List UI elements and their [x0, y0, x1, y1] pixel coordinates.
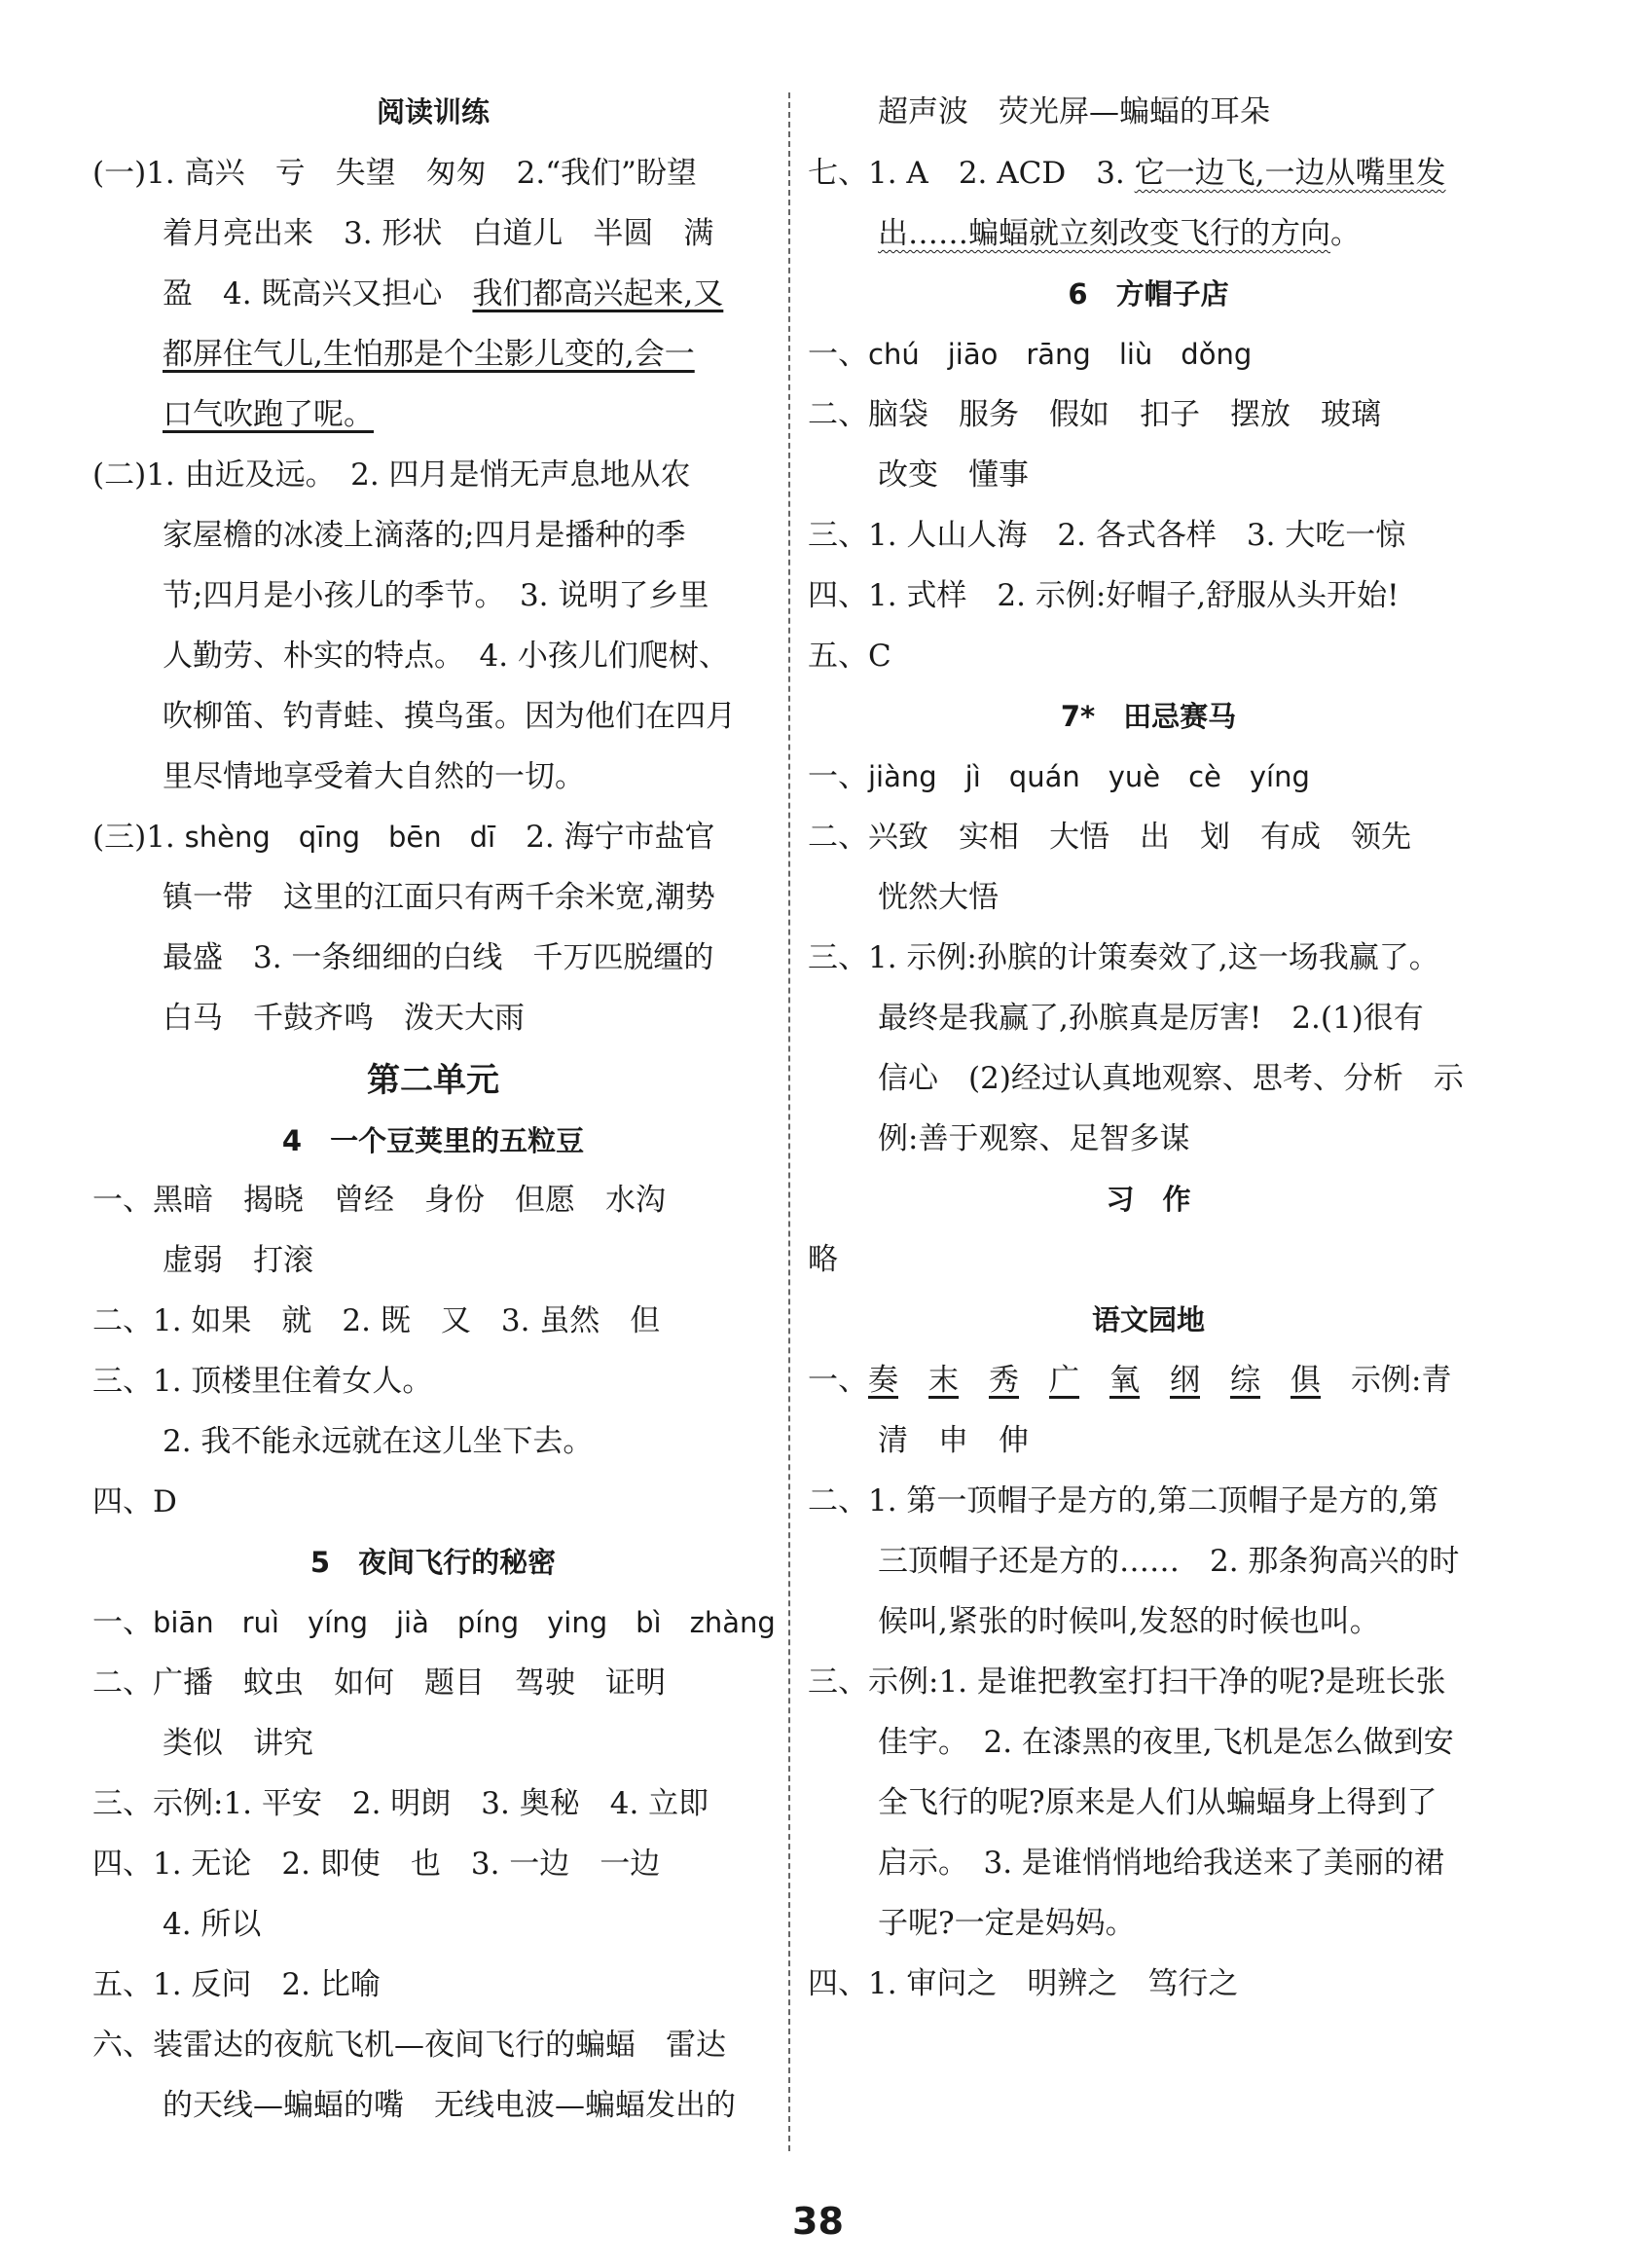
answer-line: 虚弱 打滚	[163, 1243, 313, 1278]
answer-line: 类似 讲究	[163, 1726, 313, 1761]
answer-line: 人勤劳、朴实的特点。 4. 小孩儿们爬树、	[163, 639, 729, 674]
answer-line: 五、C	[808, 639, 891, 674]
answer-line: 一、黑暗 揭晓 曾经 身份 但愿 水沟	[92, 1183, 666, 1218]
section-title-reading: 阅读训练	[376, 95, 490, 128]
answer-line: 例:善于观察、足智多谋	[878, 1121, 1190, 1156]
unit-title: 第二单元	[367, 1061, 499, 1100]
answer-line: (二)1. 由近及远。 2. 四月是悄无声息地从农	[92, 457, 691, 493]
underlined-text: 我们都高兴起来,又	[472, 276, 724, 311]
answer-text: 一、	[808, 759, 868, 794]
answer-line: 四、1. 式样 2. 示例:好帽子,舒服从头开始!	[808, 578, 1400, 613]
answer-line: 三顶帽子还是方的…… 2. 那条狗高兴的时	[878, 1544, 1460, 1579]
answer-line: 四、D	[92, 1484, 177, 1519]
answer-line: 三、1. 顶楼里住着女人。	[92, 1364, 433, 1399]
answer-line	[92, 818, 715, 857]
underlined-char: 奏	[868, 1363, 898, 1398]
answer-line: 家屋檐的冰凌上滴落的;四月是播种的季	[163, 518, 686, 553]
answer-line: 超声波 荧光屏—蝙蝠的耳朵	[878, 94, 1270, 129]
answer-line	[808, 1361, 1451, 1400]
answer-text: 。	[1330, 216, 1361, 251]
answer-line: 四、1. 无论 2. 即使 也 3. 一边 一边	[92, 1847, 661, 1882]
answer-line: (一)1. 高兴 亏 失望 匆匆 2.“我们”盼望	[92, 156, 697, 191]
underlined-char: 秀	[989, 1363, 1019, 1398]
answer-line: 最终是我赢了,孙膑真是厉害! 2.(1)很有	[878, 1001, 1424, 1036]
answer-line: 佳宇。 2. 在漆黑的夜里,飞机是怎么做到安	[878, 1725, 1454, 1760]
answer-text: 示例:青	[1351, 1363, 1452, 1398]
underlined-text: 都屏住气儿,生怕那是个尘影儿变的,会一	[163, 337, 695, 372]
answer-text: 盈 4. 既高兴又担心	[163, 276, 473, 311]
underlined-char: 俱	[1291, 1363, 1321, 1398]
answer-text: 2. 海宁市盐官	[495, 820, 715, 855]
answer-text: (三)1.	[92, 820, 185, 855]
pinyin-text: biān ruì yíng jià píng ying bì zhàng	[153, 1606, 776, 1639]
answer-line: 白马 千鼓齐鸣 泼天大雨	[163, 1001, 525, 1036]
underlined-char: 广	[1049, 1363, 1079, 1398]
answer-line: 清 申 伸	[878, 1423, 1029, 1458]
lesson-title: 4 一个豆荚里的五粒豆	[281, 1124, 585, 1157]
underlined-line	[163, 335, 695, 374]
lesson-title: 7* 田忌赛马	[1060, 700, 1237, 733]
answer-line: 4. 所以	[163, 1907, 262, 1942]
answer-line	[808, 154, 1446, 193]
answer-line: 略	[808, 1242, 838, 1277]
answer-line: 三、1. 人山人海 2. 各式各样 3. 大吃一惊	[808, 518, 1406, 553]
wavy-underlined-text: 它一边飞,一边从嘴里发	[1134, 156, 1446, 191]
answer-line: 吹柳笛、钓青蛙、摸鸟蛋。因为他们在四月	[163, 699, 736, 734]
answer-line: 二、1. 第一顶帽子是方的,第二顶帽子是方的,第	[808, 1483, 1439, 1518]
section-title-writing: 习 作	[1106, 1183, 1191, 1216]
answer-line: 镇一带 这里的江面只有两千余米宽,潮势	[163, 880, 715, 915]
column-divider	[788, 92, 790, 2151]
answer-line: 四、1. 审问之 明辨之 笃行之	[808, 1966, 1239, 2001]
answer-line	[878, 214, 1361, 253]
underlined-char: 综	[1230, 1363, 1260, 1398]
answer-line: 恍然大悟	[878, 880, 999, 915]
answer-text: 一、	[808, 337, 868, 372]
answer-line	[808, 335, 1252, 374]
lesson-title: 6 方帽子店	[1068, 277, 1229, 311]
answer-line: 三、示例:1. 是谁把教室打扫干净的呢?是班长张	[808, 1664, 1446, 1700]
pinyin-text: jiàng jì quán yuè cè yíng	[868, 760, 1310, 793]
answer-line: 候叫,紧张的时候叫,发怒的时候也叫。	[878, 1604, 1380, 1639]
answer-line: 里尽情地享受着大自然的一切。	[163, 759, 585, 794]
answer-line: 信心 (2)经过认真地观察、思考、分析 示	[878, 1061, 1464, 1096]
answer-line: 启示。 3. 是谁悄悄地给我送来了美丽的裙	[878, 1846, 1444, 1881]
answer-line	[92, 1603, 776, 1642]
section-title-chinese-garden: 语文园地	[1091, 1303, 1205, 1336]
underlined-char: 氧	[1109, 1363, 1140, 1398]
answer-line: 2. 我不能永远就在这儿坐下去。	[163, 1424, 594, 1459]
answer-line: 改变 懂事	[878, 457, 1029, 493]
answer-line: 着月亮出来 3. 形状 白道儿 半圆 满	[163, 216, 714, 251]
answer-text: 一、	[92, 1605, 153, 1640]
answer-line	[163, 274, 723, 313]
answer-line: 节;四月是小孩儿的季节。 3. 说明了乡里	[163, 578, 709, 613]
answer-line: 最盛 3. 一条细细的白线 千万匹脱缰的	[163, 940, 714, 975]
underlined-char: 纲	[1170, 1363, 1200, 1398]
underlined-text: 口气吹跑了呢。	[163, 397, 374, 432]
answer-line: 六、装雷达的夜航飞机—夜间飞行的蝙蝠 雷达	[92, 2028, 726, 2063]
answer-line: 三、示例:1. 平安 2. 明朗 3. 奥秘 4. 立即	[92, 1786, 709, 1821]
wavy-underlined-text: 出……蝙蝠就立刻改变飞行的方向	[878, 216, 1330, 251]
answer-text: 七、1. A 2. ACD 3.	[808, 156, 1135, 191]
pinyin-text: chú jiāo rāng liù dǒng	[868, 338, 1253, 371]
answer-line: 的天线—蝙蝠的嘴 无线电波—蝙蝠发出的	[163, 2088, 736, 2123]
answer-line	[808, 757, 1310, 796]
pinyin-text: shèng qīng bēn dī	[184, 821, 496, 854]
answer-line: 二、广播 蚊虫 如何 题目 驾驶 证明	[92, 1665, 666, 1701]
answer-line: 三、1. 示例:孙膑的计策奏效了,这一场我赢了。	[808, 940, 1439, 975]
answer-line: 全飞行的呢?原来是人们从蝙蝠身上得到了	[878, 1785, 1437, 1820]
answer-line: 五、1. 反问 2. 比喻	[92, 1967, 381, 2002]
answer-line: 二、脑袋 服务 假如 扣子 摆放 玻璃	[808, 397, 1381, 432]
lesson-title: 5 夜间飞行的秘密	[309, 1546, 557, 1579]
answer-line: 子呢?一定是妈妈。	[878, 1906, 1136, 1941]
underlined-char: 末	[928, 1363, 959, 1398]
underlined-line	[163, 395, 374, 434]
answer-text: 一、	[808, 1363, 868, 1398]
answer-line: 二、1. 如果 就 2. 既 又 3. 虽然 但	[92, 1303, 661, 1338]
answer-line: 二、兴致 实相 大悟 出 划 有成 领先	[808, 820, 1411, 855]
page-number: 38	[792, 2200, 844, 2243]
